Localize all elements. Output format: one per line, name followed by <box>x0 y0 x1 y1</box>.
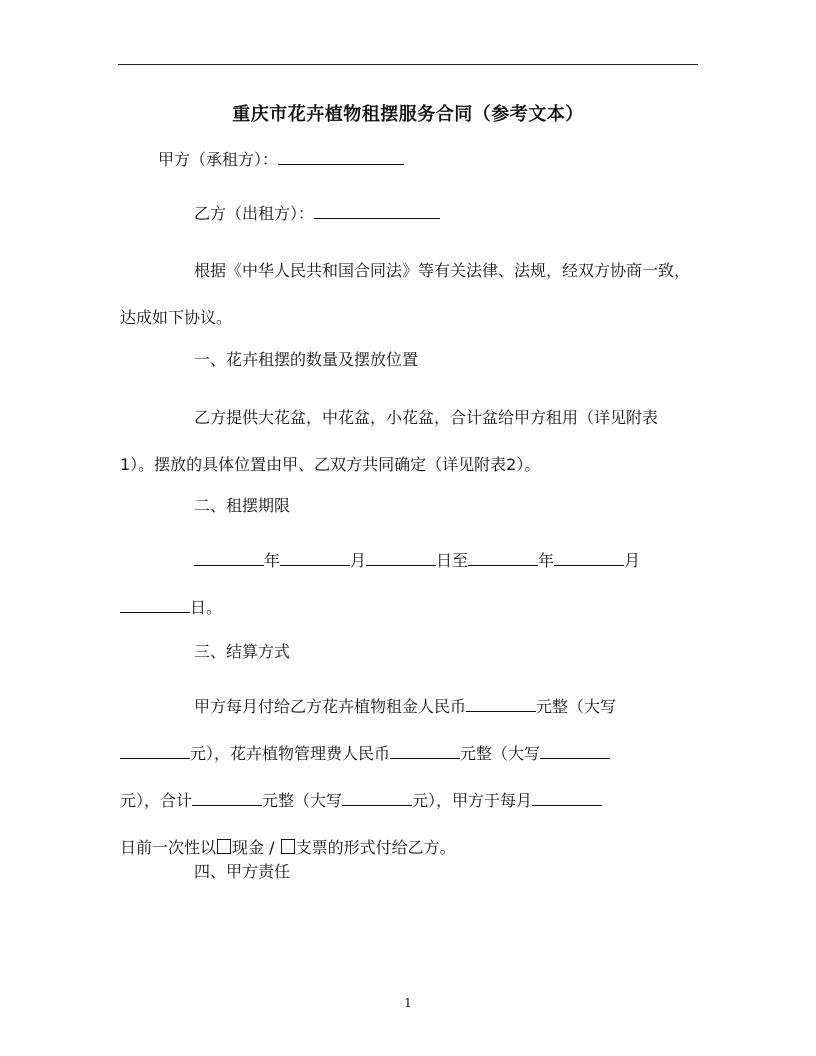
rent-uppercase-blank <box>120 742 190 759</box>
day-end-unit: 日。 <box>190 598 223 617</box>
payment-text: 元整（大写 <box>460 744 541 763</box>
month-unit: 月 <box>624 551 641 570</box>
start-month-blank <box>280 549 350 566</box>
cash-option-label: 现金 / <box>232 838 280 857</box>
total-uppercase-blank <box>342 789 412 806</box>
start-year-blank <box>194 549 264 566</box>
party-b-line <box>120 202 690 226</box>
day-to-unit: 日至 <box>436 551 469 570</box>
management-fee-blank <box>390 742 460 759</box>
rent-amount-blank <box>466 695 536 712</box>
payment-text: 元），合计 <box>120 791 193 810</box>
payment-paragraph <box>120 683 690 871</box>
start-day-blank <box>366 549 436 566</box>
payment-text: 元整（大写 <box>536 697 617 716</box>
cash-checkbox <box>217 839 231 854</box>
preamble-paragraph: 根据《中华人民共和国合同法》等有关法律、法规，经双方协商一致，达成如下协议。 <box>120 261 691 327</box>
check-checkbox <box>281 839 295 854</box>
lease-period-paragraph <box>120 537 690 631</box>
check-option-label: 支票的形式付给乙方。 <box>295 838 456 857</box>
payment-text: 元整（大写 <box>262 791 343 810</box>
month-unit: 月 <box>350 551 367 570</box>
end-day-blank <box>120 596 190 613</box>
section-1-heading: 一、花卉租摆的数量及摆放位置 <box>194 350 419 369</box>
payment-text: 甲方每月付给乙方花卉植物租金人民币 <box>194 697 467 716</box>
party-b-blank <box>314 202 440 219</box>
party-a-label: 甲方（承租方）： <box>158 150 279 169</box>
section-1-body: 乙方提供大花盆，中花盆，小花盆，合计盆给甲方租用（详见附表1）。摆放的具体位置由甲、乙双方共同确定（详见附表2）。 <box>120 408 659 474</box>
party-b-label: 乙方（出租方）： <box>194 204 315 223</box>
end-month-blank <box>554 549 624 566</box>
party-a-line <box>120 148 728 172</box>
document-title: 重庆市花卉植物租摆服务合同（参考文本） <box>232 104 584 125</box>
section-2-heading: 二、租摆期限 <box>194 496 291 515</box>
end-year-blank <box>468 549 538 566</box>
section-3-heading: 三、结算方式 <box>194 642 291 661</box>
year-unit: 年 <box>264 551 281 570</box>
header-rule <box>118 64 698 65</box>
payment-text: 元），花卉植物管理费人民币 <box>190 744 391 763</box>
payment-text: 元），甲方于每月 <box>412 791 533 810</box>
management-fee-uppercase-blank <box>540 742 610 759</box>
year-unit: 年 <box>538 551 555 570</box>
page-number: 1 <box>404 996 412 1010</box>
payment-text: 日前一次性以 <box>120 838 217 857</box>
party-a-blank <box>278 148 404 165</box>
section-4-heading: 四、甲方责任 <box>194 862 291 881</box>
total-amount-blank <box>192 789 262 806</box>
payment-day-blank <box>532 789 602 806</box>
